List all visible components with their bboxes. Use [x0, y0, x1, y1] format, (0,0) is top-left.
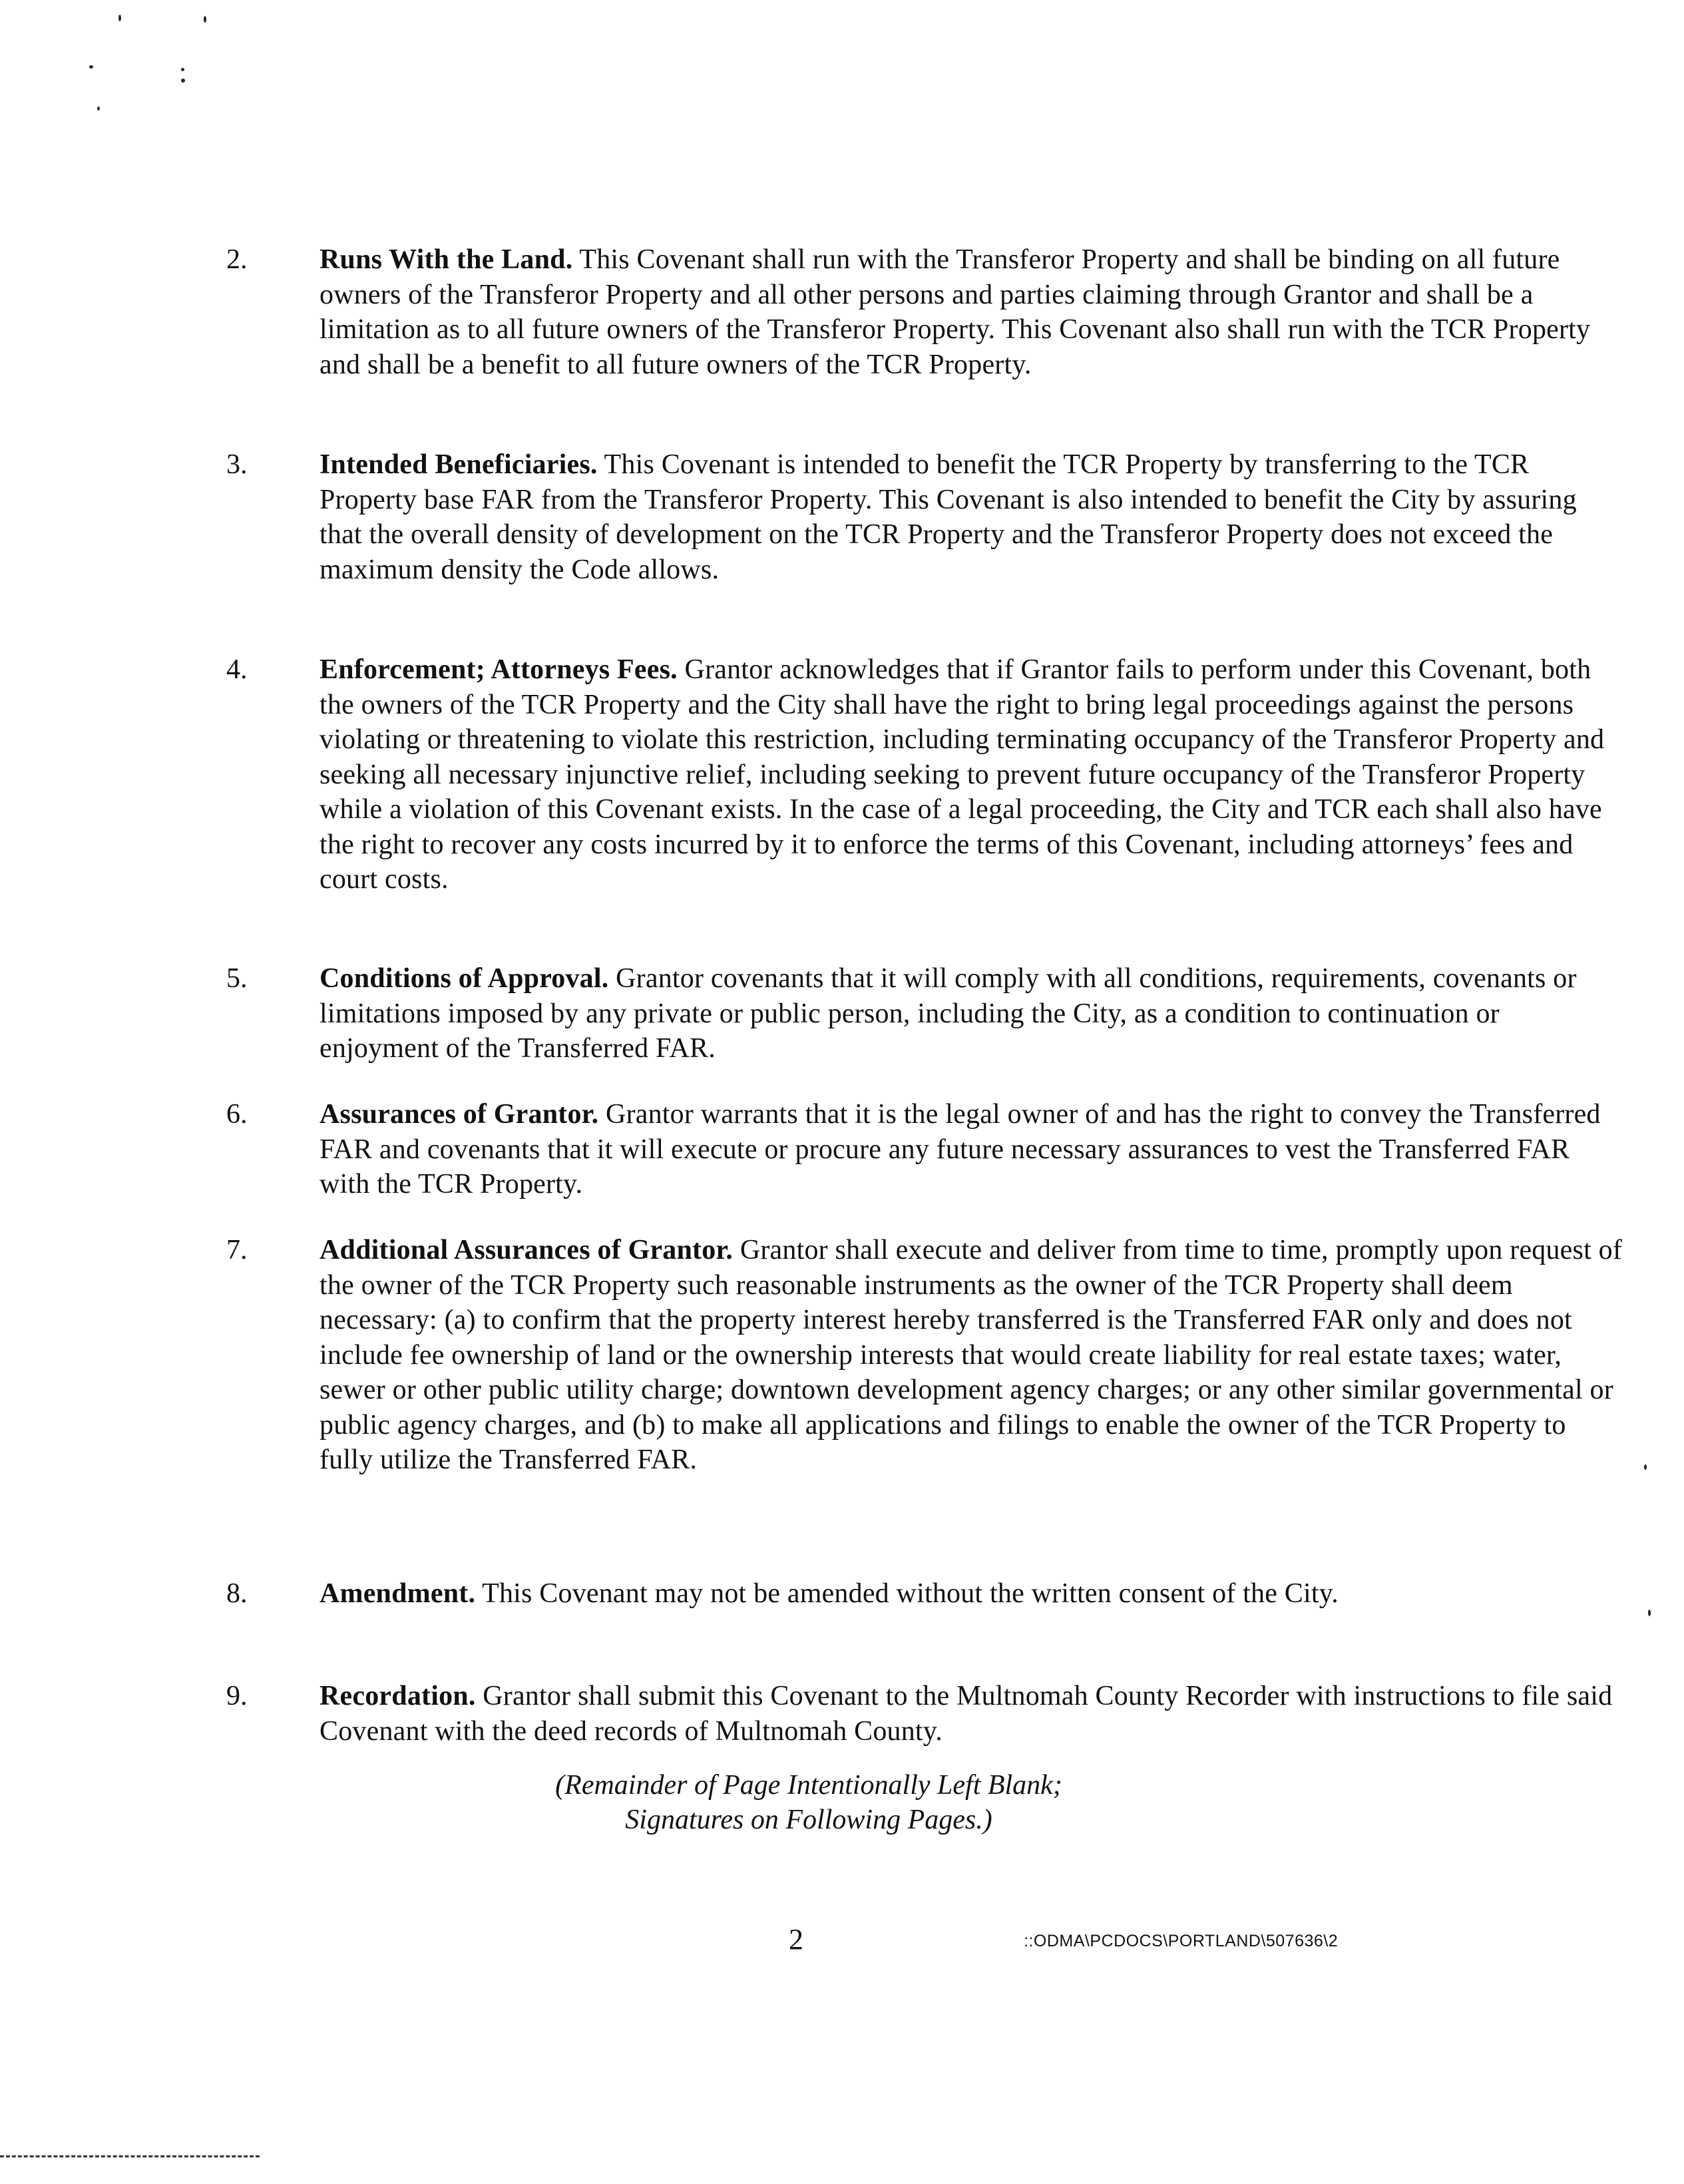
section-number: 5. [226, 963, 248, 994]
scan-speck [181, 68, 184, 71]
section-number: 2. [226, 244, 248, 275]
scan-speck [89, 65, 93, 69]
section-text: Grantor covenants that it will comply with all conditions, requirements, covenants or limitations imposed by any private or public person, including the City, as a condition to continuation or enjoyment of the Transferred FAR. [319, 963, 1577, 1064]
section-heading: Conditions of Approval. [319, 963, 609, 994]
section-body [319, 242, 1624, 382]
section-heading: Intended Beneficiaries. [319, 449, 598, 480]
section-heading: Additional Assurances of Grantor. [319, 1235, 734, 1265]
section-heading: Amendment. [319, 1578, 476, 1609]
section-body [319, 1233, 1624, 1478]
section-text: Grantor shall submit this Covenant to the Multnomah County Recorder with instructions to file said Covenant with the deed records of Multnomah County. [319, 1681, 1613, 1747]
remainder-line-1: (Remainder of Page Intentionally Left Blank; [555, 1770, 1062, 1801]
remainder-note [0, 1768, 1617, 1837]
section-body [319, 1679, 1624, 1749]
scan-speck [1644, 1464, 1647, 1470]
scan-speck [181, 79, 185, 83]
section-number: 9. [226, 1681, 248, 1711]
section-number: 6. [226, 1099, 248, 1130]
bottom-scan-line [0, 2155, 260, 2157]
scan-speck [97, 107, 100, 110]
section-heading: Runs With the Land. [319, 244, 573, 275]
scan-speck [1648, 1610, 1651, 1616]
section-text: Grantor warrants that it is the legal owner of and has the right to convey the Transferred FAR and covenants that it will execute or procure any future necessary assurances to vest the Transferred FAR with the TCR Property. [319, 1099, 1601, 1200]
section-number: 7. [226, 1235, 248, 1265]
page-number: 2 [789, 1923, 803, 1956]
section-text: Grantor acknowledges that if Grantor fails to perform under this Covenant, both the owners of the TCR Property and the City shall have the right to bring legal proceedings against the persons violating or threatening to violate this restriction, including terminating occupancy of the Transferor Property and seeking all necessary injunctive relief, including seeking to prevent future occupancy of the Transferor Property while a violation of this Covenant exists. In the case of a legal proceeding, the City and TCR each shall also have the right to recover any costs incurred by it to enforce the terms of this Covenant, including attorneys’ fees and court costs. [319, 654, 1605, 895]
section-text: This Covenant shall run with the Transferor Property and shall be binding on all future owners of the Transferor Property and all other persons and parties claiming through Grantor and shall be a limitation as to all future owners of the Transferor Property. This Covenant also shall run with the TCR Property and shall be a benefit to all future owners of the TCR Property. [319, 244, 1591, 380]
section-body [319, 447, 1624, 587]
section-body [319, 961, 1624, 1066]
section-text: Grantor shall execute and deliver from time to time, promptly upon request of the owner of the TCR Property such reasonable instruments as the owner of the TCR Property shall deem necessary: (a) to confirm that the property interest hereby transferred is the Transferred FAR only and does not include fee ownership of land or the ownership interests that would create liability for real estate taxes; water, sewer or other public utility charge; downtown development agency charges; or any other similar governmental or public agency charges, and (b) to make all applications and filings to enable the owner of the TCR Property to fully utilize the Transferred FAR. [319, 1235, 1623, 1475]
remainder-line-2: Signatures on Following Pages.) [625, 1805, 992, 1835]
section-text: This Covenant may not be amended without the written consent of the City. [482, 1578, 1339, 1609]
section-number: 3. [226, 449, 248, 480]
section-number: 8. [226, 1578, 248, 1609]
section-heading: Assurances of Grantor. [319, 1099, 599, 1130]
section-heading: Recordation. [319, 1681, 476, 1711]
scan-speck [118, 15, 121, 21]
section-heading: Enforcement; Attorneys Fees. [319, 654, 678, 685]
section-body [319, 652, 1624, 897]
section-number: 4. [226, 654, 248, 685]
document-path: ::ODMA\PCDOCS\PORTLAND\507636\2 [1024, 1932, 1339, 1950]
section-body [319, 1576, 1624, 1612]
section-body [319, 1097, 1624, 1202]
scan-speck [204, 16, 206, 23]
section-text: This Covenant is intended to benefit the TCR Property by transferring to the TCR Property base FAR from the Transferor Property. This Covenant is also intended to benefit the City by assuring that the overall density of development on the TCR Property and the Transferor Property does not exceed the maximum density the Code allows. [319, 449, 1577, 585]
